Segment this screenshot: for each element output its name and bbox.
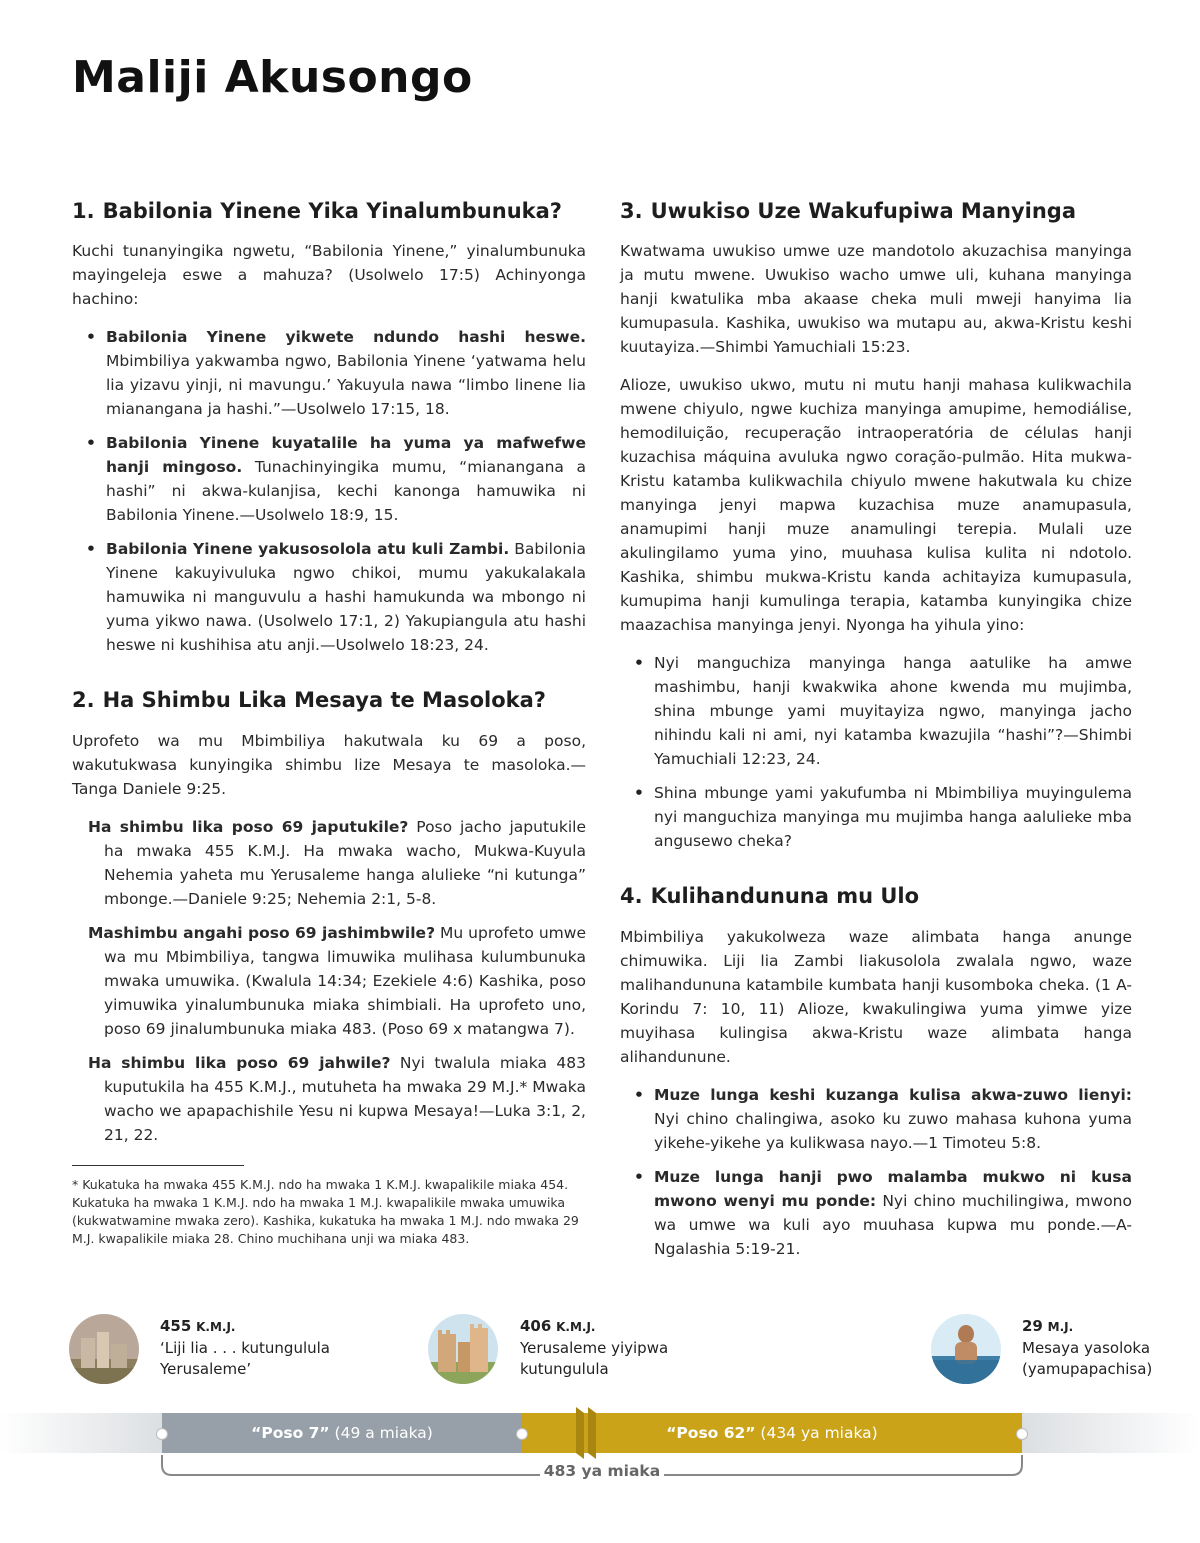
question-lead: Ha shimbu lika poso 69 japutukile? [88,817,409,836]
bullet-lead: Babilonia Yinene yikwete ndundo hashi heswe. [106,328,586,347]
bullet-text: Nyi chino chalingiwa, asoko ku zuwo mahasa kuhona yuma yikehe-yikehe ya kulikwasa nayo.—1 Timoteu 5:8. [654,1109,1132,1152]
question-item [88,921,586,1041]
period-label: “Poso 62” [666,1424,756,1442]
milestone-caption: ‘Liji lia . . . kutungulula [160,1339,330,1357]
right-column [620,198,1132,1275]
section-number: 3. [620,199,643,223]
section-3-heading [620,198,1132,225]
section-4-paragraph: Mbimbiliya yakukolweza waze alimbata hanga anunge chimuwika. Liji lia Zambi liakusolola zwalala ngwo, waze malihandununa katambile kumbata hanji kusomboka cheka. (1 A-Korindu 7: 10, 11) Alioze, kwakulingiwa yuma yimwe yize muyihasa kulingisa akwa-Kristu waze alimbata hanga alihandunune. [620,927,1132,1066]
list-item [620,651,1132,771]
question-item [88,815,586,911]
section-2-heading [72,687,586,714]
bullet-icon: • [86,540,96,559]
bar-fade-right [1022,1413,1200,1453]
section-title: Babilonia Yinene Yika Yinalumbunuka? [102,199,562,223]
bullet-icon: • [634,654,644,673]
total-duration: 483 ya miaka [540,1462,664,1480]
milestone-29 [1022,1316,1152,1380]
milestone-455 [160,1316,330,1380]
section-1-heading [72,198,586,225]
bullet-lead: Muze lunga hanji pwo malamba mukwo ni kusa mwono wenyi mu ponde: [654,1167,1132,1210]
section-title: Uwukiso Uze Wakufupiwa Manyinga [650,199,1076,223]
bullet-icon: • [634,1167,644,1186]
bar-fade-left [0,1413,162,1453]
milestone-caption: Mesaya yasoloka [1022,1339,1151,1357]
bullet-icon: • [86,434,96,453]
bullet-text: Babilonia Yinene kakuyivuluka ngwo chikoi, mumu yakukalakala hamuwika ni manguvulu a hashi hamukunda wa mbongo ni yuma yikwo nawa. (Usolwelo 17:1, 2) Yakupiangula atu hashi heswe ni kushihisa atu anji.—Usolwelo 18:23, 24. [106,540,586,655]
section-title: Kulihandununa mu Ulo [650,884,920,909]
period-seven-weeks [162,1413,522,1453]
rebuilt-city-icon [428,1314,498,1384]
bullet-text: Nyi chino muchilingiwa, mwono wa umwe wa kuli ayo muuhasa kupwa mu ponde.—A-Ngalashia 5:19-21. [654,1191,1132,1258]
bullet-lead: Babilonia Yinene yakusosolola atu kuli Zambi. [106,540,510,559]
section-3-bullets [620,651,1132,853]
section-2-intro: Uprofeto wa mu Mbimbiliya hakutwala ku 69 a poso, wakutukwasa kunyingika shimbu lize Mesaya te masoloka.—Tanga Daniele 9:25. [72,731,586,798]
ruined-city-icon [69,1314,139,1384]
list-item [620,1165,1132,1261]
question-text: Poso jacho japutukile ha mwaka 455 K.M.J. Ha mwaka wacho, Mukwa-Kuyula Nehemia yaheta mu Yerusaleme hanga alulieke “ni kutunga” mbonge.—Daniele 9:25; Nehemia 2:1, 5-8. [104,817,586,908]
bullet-lead: Babilonia Yinene kuyatalile ha yuma ya mafwefwe hanji mingoso. [106,434,586,477]
section-title: Ha Shimbu Lika Mesaya te Masoloka? [102,688,546,713]
bullet-lead: Muze lunga keshi kuzanga kulisa akwa-zuwo lienyi: [654,1085,1132,1104]
timeline-node [156,1428,168,1440]
list-item [72,537,586,657]
timeline [0,1300,1200,1500]
milestone-era: M.J. [1047,1320,1074,1334]
milestone-year: 455 [160,1317,192,1335]
milestone-caption: kutungulula [520,1360,609,1378]
timeline-bar [0,1413,1200,1453]
page-title: Maliji Akusongo [72,52,473,103]
milestone-406 [520,1316,668,1380]
milestone-era: K.M.J. [196,1320,236,1334]
question-item [88,1051,586,1147]
bullet-icon: • [634,784,644,803]
section-1-bullets [72,325,586,657]
section-4-heading [620,883,1132,910]
bullet-text: Nyi manguchiza manyinga hanga aatulike ha amwe mashimbu, hanji kwakwika ahone kwenda mu mujimba, shina mbunge yami muyitayiza ngwo, manyinga jacho nihindu kali ni ami, nyi katamba kwazujila “hashi”?—Shimbi Yamuchiali 12:23, 24. [654,654,1132,769]
period-duration: (49 a miaka) [329,1424,433,1442]
list-item [72,325,586,421]
milestone-caption: Yerusaleme yiyipwa [520,1339,669,1357]
period-duration: (434 ya miaka) [755,1424,878,1442]
bullet-text: Shina mbunge yami yakufumba ni Mbimbiliya muyingulema nyi manguchiza manyinga mu mujimba hanga aalulieke mba angusewo cheka? [654,784,1132,851]
footnote-divider [72,1165,244,1166]
question-text: Nyi twalula miaka 483 kuputukila ha 455 K.M.J., mutuheta ha mwaka 29 M.J.* Mwaka wacho we apapachishile Yesu ni kupwa Mesaya!—Luka 3:1, 2, 21, 22. [104,1053,586,1144]
section-number: 2. [72,688,95,713]
milestone-year: 406 [520,1317,552,1335]
bullet-icon: • [634,1085,644,1104]
question-lead: Ha shimbu lika poso 69 jahwile? [88,1053,391,1072]
footnote: * Kukatuka ha mwaka 455 K.M.J. ndo ha mwaka 1 K.M.J. kwapalikile miaka 454. Kukatuka ha mwaka 1 K.M.J. ndo ha mwaka 1 M.J. kwapalikile mwaka umuwika (kukwatwamine mwaka zero). Kashika, kukatuka ha mwaka 1 M.J. ndo mwaka 29 M.J. kwapalikile miaka 28. Chino muchihana unji wa miaka 483. [72,1176,579,1246]
milestone-caption: (yamupapachisa) [1022,1360,1153,1378]
milestone-year: 29 [1022,1317,1043,1335]
list-item [72,431,586,527]
milestone-era: K.M.J. [556,1320,596,1334]
list-item [620,1083,1132,1155]
section-number: 1. [72,199,95,223]
timeline-node [516,1428,528,1440]
bullet-icon: • [86,328,96,347]
list-item [620,781,1132,853]
section-3-paragraph: Kwatwama uwukiso umwe uze mandotolo akuzachisa manyinga ja mutu mwene. Uwukiso wacho umwe uli, kuhana manyinga hanji kwatulika mba akaase cheka muli mweji hanyima lia kumupasula. Kashika, uwukiso wa mutapu au, akwa-Kristu keshi kuutayiza.—Shimbi Yamuchiali 15:23. [620,242,1132,357]
question-lead: Mashimbu angahi poso 69 jashimbwile? [88,923,436,942]
break-icon [572,1407,602,1459]
question-text: Mu uprofeto umwe wa mu Mbimbiliya, tangwa limuwika mulihasa kulumbunuka mwaka umuwika. (Kwalula 14:34; Ezekiele 4:6) Kashika, poso yimuwika yinalumbunuka miaka shimbiali. Ha uprofeto uno, poso 69 jinalumbunuka miaka 483. (Poso 69 x matangwa 7). [104,923,586,1038]
section-number: 4. [620,884,643,909]
milestone-caption: Yerusaleme’ [160,1360,252,1378]
timeline-node [1016,1428,1028,1440]
baptism-icon [931,1314,1001,1384]
left-column [72,198,586,1248]
bullet-text: Tunachinyingika mumu, “mianangana a hashi” ni akwa-kulanjisa, kechi kanonga hamuwika ni Babilonia Yinene.—Usolwelo 18:9, 15. [106,458,586,525]
period-label: “Poso 7” [251,1424,330,1442]
section-4-bullets [620,1083,1132,1261]
bullet-text: Mbimbiliya yakwamba ngwo, Babilonia Yinene ‘yatwama helu lia yizavu yinji, ni mavungu.’ Yakuyula nawa “limbo linene lia mianangana ja hashi.”—Usolwelo 17:15, 18. [106,352,586,419]
section-1-intro: Kuchi tunanyingika ngwetu, “Babilonia Yinene,” yinalumbunuka mayingeleja eswe a mahuza? (Usolwelo 17:5) Achinyonga hachino: [72,242,586,309]
section-3-paragraph: Alioze, uwukiso ukwo, mutu ni mutu hanji mahasa kulikwachila mwene chiyulo, ngwe kuchiza manyinga amupime, hemodiálise, hemodiluição, recuperação intraoperatória de células hanji kuzachisa máquina avuluka ngwo coração-pulmão. Hita mukwa-Kristu katamba kulikwachila chiyulo mwene hakutwala ku chize manyinga jenyi mapwa kuzachisa muze anamupasula, anamupimi hanji muze anamulingi terepia. Mulali uze akulingilamo yuma yino, muuhasa kulisa kulita ni ndotolo. Kashika, shimbu mukwa-Kristu kanda achitayiza kumupasula, kumupima hanji kumulinga terapia, katamba kunyingika chize maazachisa manyinga jenyi. Nyonga ha yihula yino: [620,376,1132,635]
